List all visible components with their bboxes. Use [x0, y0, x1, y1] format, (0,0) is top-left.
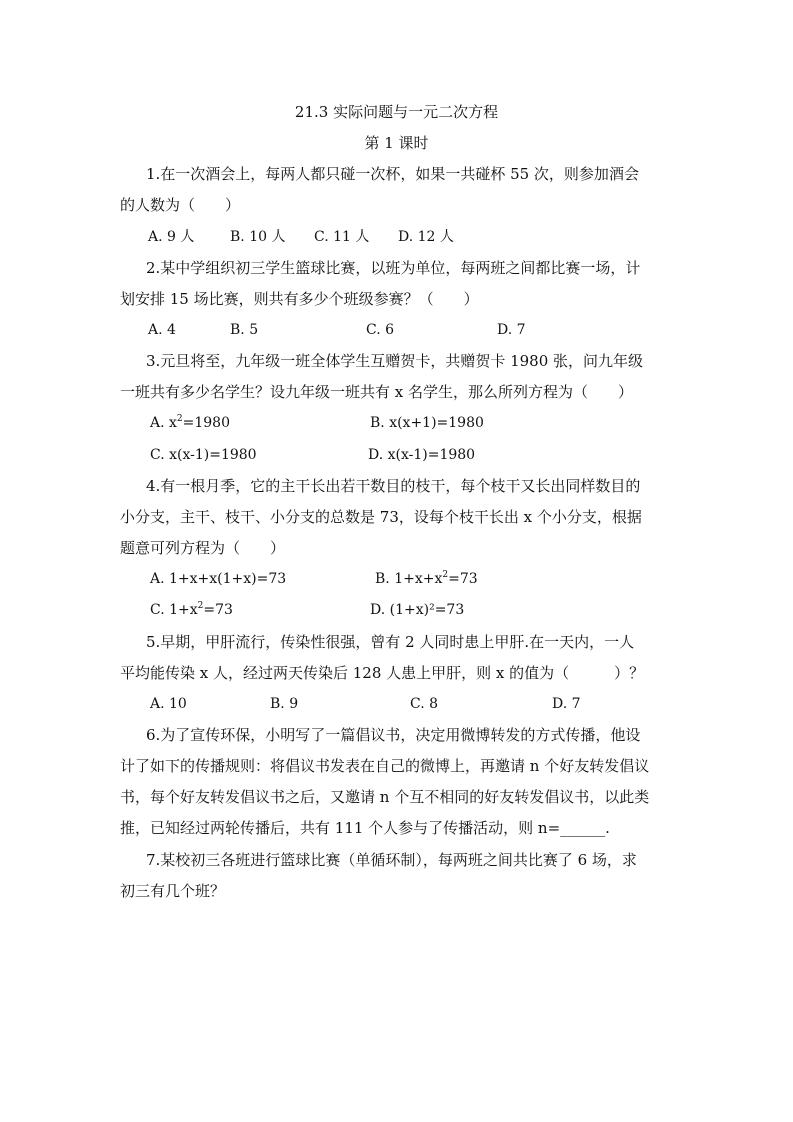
question-1-option-c: C. 11 人 — [314, 229, 370, 245]
question-4-option-d: D. (1+x)²=73 — [370, 602, 465, 618]
exponent: 2 — [197, 601, 204, 611]
question-5-line-2: 平均能传染 x 人，经过两天传染后 128 人患上甲肝，则 x 的值为（ ）？ — [120, 664, 645, 682]
question-2-line-1: 2.某中学组织初三学生篮球比赛，以班为单位，每两班之间都比赛一场，计 — [146, 259, 641, 277]
question-3-option-c: C. x(x-1)=1980 — [150, 447, 257, 463]
question-1-option-a: A. 9 人 — [148, 229, 195, 245]
question-6-line-4: 推，已知经过两轮传播后，共有 111 个人参与了传播活动，则 n=______. — [120, 819, 610, 837]
question-1-line-1: 1.在一次酒会上，每两人都只碰一次杯，如果一共碰杯 55 次，则参加酒会 — [146, 165, 639, 183]
question-6-line-1: 6.为了宣传环保，小明写了一篇倡议书，决定用微博转发的方式传播，他设 — [146, 726, 641, 744]
exponent: 2 — [176, 414, 183, 424]
option-text: A. x — [150, 415, 177, 431]
question-4-line-3: 题意可列方程为（ ） — [120, 539, 286, 557]
question-1-option-b: B. 10 人 — [230, 229, 286, 245]
question-2-option-b: B. 5 — [230, 322, 259, 338]
option-text: =1980 — [182, 415, 230, 431]
question-4-option-b — [375, 569, 478, 589]
question-1-line-2: 的人数为（ ） — [120, 196, 241, 214]
question-4-option-c — [150, 600, 233, 620]
question-1-option-d: D. 12 人 — [398, 229, 454, 245]
question-2-option-d: D. 7 — [497, 322, 526, 338]
question-3-option-b: B. x(x+1)=1980 — [370, 415, 484, 431]
question-2-option-c: C. 6 — [366, 322, 395, 338]
exponent: 2 — [442, 570, 449, 580]
question-7-line-1: 7.某校初三各班进行篮球比赛（单循环制），每两班之间共比赛了 6 场，求 — [146, 851, 637, 869]
question-5-option-d: D. 7 — [552, 696, 581, 712]
question-4-line-2: 小分支，主干、枝干、小分支的总数是 73，设每个枝干长出 x 个小分支，根据 — [120, 508, 642, 526]
question-2-line-2: 划安排 15 场比赛，则共有多少个班级参赛？（ ） — [120, 290, 479, 308]
page-subtitle: 第 1 课时 — [364, 134, 429, 152]
question-2-option-a: A. 4 — [148, 322, 176, 338]
option-text: B. 1+x+x — [375, 571, 443, 587]
question-3-line-1: 3.元旦将至，九年级一班全体学生互赠贺卡，共赠贺卡 1980 张，问九年级 — [146, 352, 644, 370]
question-3-option-a — [150, 413, 230, 433]
option-text: =73 — [203, 602, 233, 618]
question-6-line-2: 计了如下的传播规则：将倡议书发表在自己的微博上，再邀请 n 个好友转发倡议 — [120, 757, 650, 775]
question-5-option-c: C. 8 — [410, 696, 439, 712]
question-7-line-2: 初三有几个班？ — [120, 882, 226, 900]
question-3-line-2: 一班共有多少名学生？设九年级一班共有 x 名学生，那么所列方程为（ ） — [120, 383, 633, 401]
question-6-line-3: 书，每个好友转发倡议书之后，又邀请 n 个互不相同的好友转发倡议书，以此类 — [120, 788, 650, 806]
question-3-option-d: D. x(x-1)=1980 — [368, 447, 476, 463]
question-5-option-b: B. 9 — [270, 696, 299, 712]
option-text: C. 1+x — [150, 602, 198, 618]
page-title: 21.3 实际问题与一元二次方程 — [294, 103, 499, 121]
question-5-line-1: 5.早期，甲肝流行，传染性很强，曾有 2 人同时患上甲肝.在一天内，一人 — [146, 633, 635, 651]
question-4-option-a: A. 1+x+x(1+x)=73 — [150, 571, 287, 587]
question-4-line-1: 4.有一根月季，它的主干长出若干数目的枝干，每个枝干又长出同样数目的 — [146, 477, 641, 495]
question-5-option-a: A. 10 — [150, 696, 187, 712]
option-text: =73 — [448, 571, 478, 587]
